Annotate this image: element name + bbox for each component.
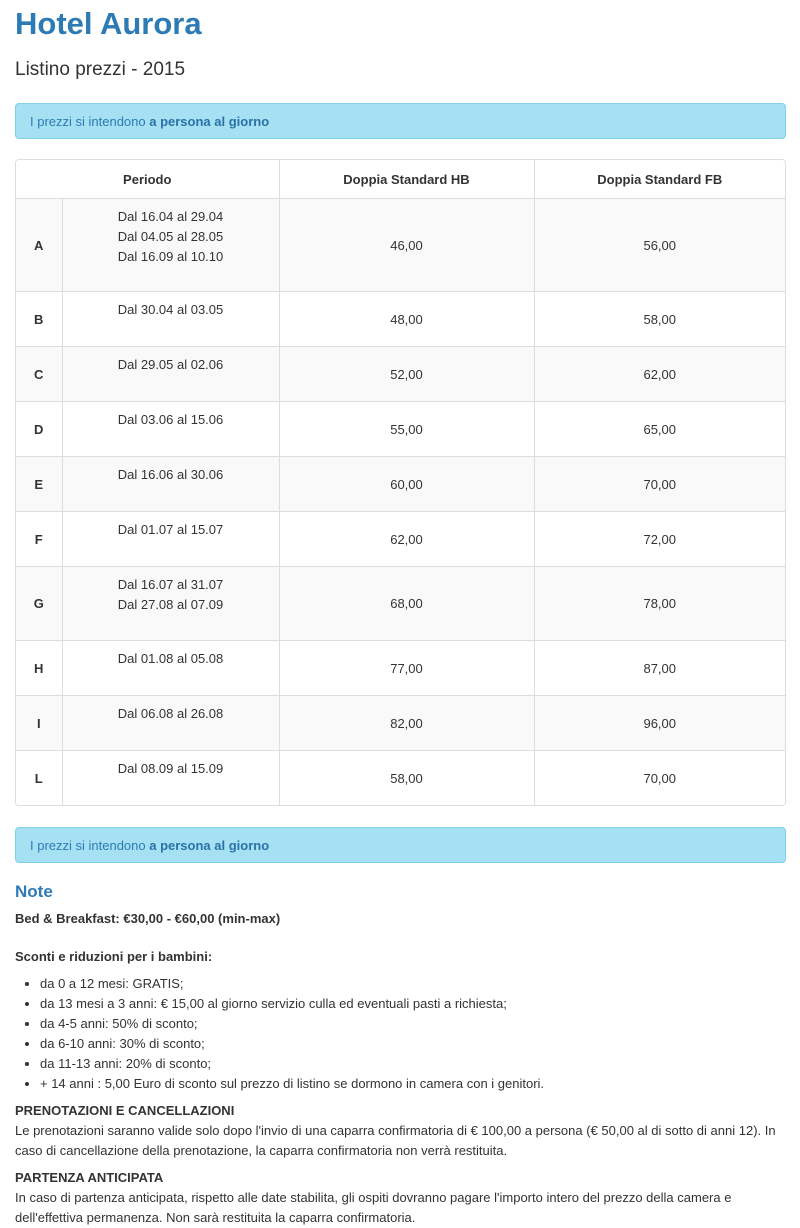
price-table-container	[15, 159, 786, 806]
notice-emphasis: a persona al giorno	[149, 838, 270, 853]
table-row	[16, 347, 785, 402]
price-fb: 70,00	[534, 751, 785, 806]
period-code: C	[16, 347, 62, 402]
period-code: A	[16, 199, 62, 292]
price-hb: 77,00	[279, 641, 534, 696]
price-fb: 62,00	[534, 347, 785, 402]
period-range: Dal 29.05 al 02.06	[117, 357, 224, 372]
notes-heading: Note	[15, 882, 53, 901]
period-code: H	[16, 641, 62, 696]
list-item: • da 4-5 anni: 50% di sconto;	[40, 1014, 786, 1034]
period-range: Dal 03.06 al 15.06	[117, 412, 224, 427]
table-row	[16, 512, 785, 567]
price-table	[16, 160, 785, 805]
period-range: Dal 01.07 al 15.07	[117, 522, 224, 537]
price-fb: 96,00	[534, 696, 785, 751]
period-range: Dal 27.08 al 07.09	[117, 597, 224, 612]
period-dates	[62, 567, 279, 641]
early-departure-title: PARTENZA ANTICIPATA	[15, 1170, 164, 1185]
notice-prefix: I prezzi si intendono	[30, 838, 150, 853]
list-item: • da 6-10 anni: 30% di sconto;	[40, 1034, 786, 1054]
period-code: I	[16, 696, 62, 751]
table-row	[16, 457, 785, 512]
list-item: • da 13 mesi a 3 anni: € 15,00 al giorno servizio culla ed eventuali pasti a richiesta;	[40, 994, 786, 1014]
booking-section-text: Le prenotazioni saranno valide solo dopo l'invio di una caparra confirmatoria di € 100,00 a persona (€ 50,00 al di sotto di anni 12). In caso di cancellazione della prenotazione, la caparra confirmatoria non verrà restituita.	[15, 1123, 776, 1158]
period-range: Dal 16.09 al 10.10	[117, 249, 224, 264]
price-hb: 60,00	[279, 457, 534, 512]
period-dates	[62, 512, 279, 567]
price-fb: 72,00	[534, 512, 785, 567]
period-dates	[62, 457, 279, 512]
hotel-title: Hotel Aurora	[15, 6, 202, 41]
period-range: Dal 16.04 al 29.04	[117, 209, 224, 224]
price-hb: 48,00	[279, 292, 534, 347]
period-dates	[62, 641, 279, 696]
period-code: B	[16, 292, 62, 347]
period-range: Dal 16.07 al 31.07	[117, 577, 224, 592]
period-code: G	[16, 567, 62, 641]
period-dates	[62, 402, 279, 457]
period-range: Dal 08.09 al 15.09	[117, 761, 224, 776]
price-fb: 56,00	[534, 199, 785, 292]
price-fb: 87,00	[534, 641, 785, 696]
price-hb: 82,00	[279, 696, 534, 751]
price-hb: 68,00	[279, 567, 534, 641]
table-row	[16, 641, 785, 696]
price-hb: 58,00	[279, 751, 534, 806]
price-list-subtitle: Listino prezzi - 2015	[15, 59, 186, 80]
children-discounts-title: Sconti e riduzioni per i bambini:	[15, 949, 213, 964]
price-hb: 52,00	[279, 347, 534, 402]
price-hb: 55,00	[279, 402, 534, 457]
period-dates	[62, 347, 279, 402]
period-dates	[62, 292, 279, 347]
price-fb: 58,00	[534, 292, 785, 347]
table-row	[16, 696, 785, 751]
price-notice-bottom	[15, 827, 786, 863]
price-hb: 46,00	[279, 199, 534, 292]
list-item: • + 14 anni : 5,00 Euro di sconto sul prezzo di listino se dormono in camera con i genitori.	[40, 1074, 786, 1094]
price-notice-top	[15, 103, 786, 139]
notice-prefix: I prezzi si intendono	[30, 114, 150, 129]
notice-emphasis: a persona al giorno	[149, 114, 270, 129]
booking-section-title: PRENOTAZIONI E CANCELLAZIONI	[15, 1103, 235, 1118]
table-row	[16, 402, 785, 457]
table-row	[16, 751, 785, 806]
children-discounts-list	[15, 974, 786, 1094]
table-row	[16, 199, 785, 292]
period-range: Dal 06.08 al 26.08	[117, 706, 224, 721]
price-fb: 65,00	[534, 402, 785, 457]
price-fb: 78,00	[534, 567, 785, 641]
period-dates	[62, 696, 279, 751]
period-code: L	[16, 751, 62, 806]
price-fb: 70,00	[534, 457, 785, 512]
period-code: D	[16, 402, 62, 457]
column-header-hb: Doppia Standard HB	[279, 160, 534, 199]
period-range: Dal 04.05 al 28.05	[117, 229, 224, 244]
period-dates	[62, 751, 279, 806]
period-range: Dal 01.08 al 05.08	[117, 651, 224, 666]
early-departure-text: In caso di partenza anticipata, rispetto alle date stabilita, gli ospiti dovranno pagare l'importo intero del prezzo della camera e dell'effettiva permanenza. Non sarà restituita la caparra confirmatoria.	[15, 1190, 732, 1225]
column-header-period: Periodo	[16, 160, 279, 199]
bed-and-breakfast-price: Bed & Breakfast: €30,00 - €60,00 (min-max)	[15, 911, 281, 926]
table-row	[16, 292, 785, 347]
column-header-fb: Doppia Standard FB	[534, 160, 785, 199]
period-range: Dal 30.04 al 03.05	[117, 302, 224, 317]
list-item: • da 11-13 anni: 20% di sconto;	[40, 1054, 786, 1074]
period-dates	[62, 199, 279, 292]
period-code: F	[16, 512, 62, 567]
price-hb: 62,00	[279, 512, 534, 567]
period-range: Dal 16.06 al 30.06	[117, 467, 224, 482]
table-row	[16, 567, 785, 641]
period-code: E	[16, 457, 62, 512]
list-item: • da 0 a 12 mesi: GRATIS;	[40, 974, 786, 994]
table-header-row	[16, 160, 785, 199]
